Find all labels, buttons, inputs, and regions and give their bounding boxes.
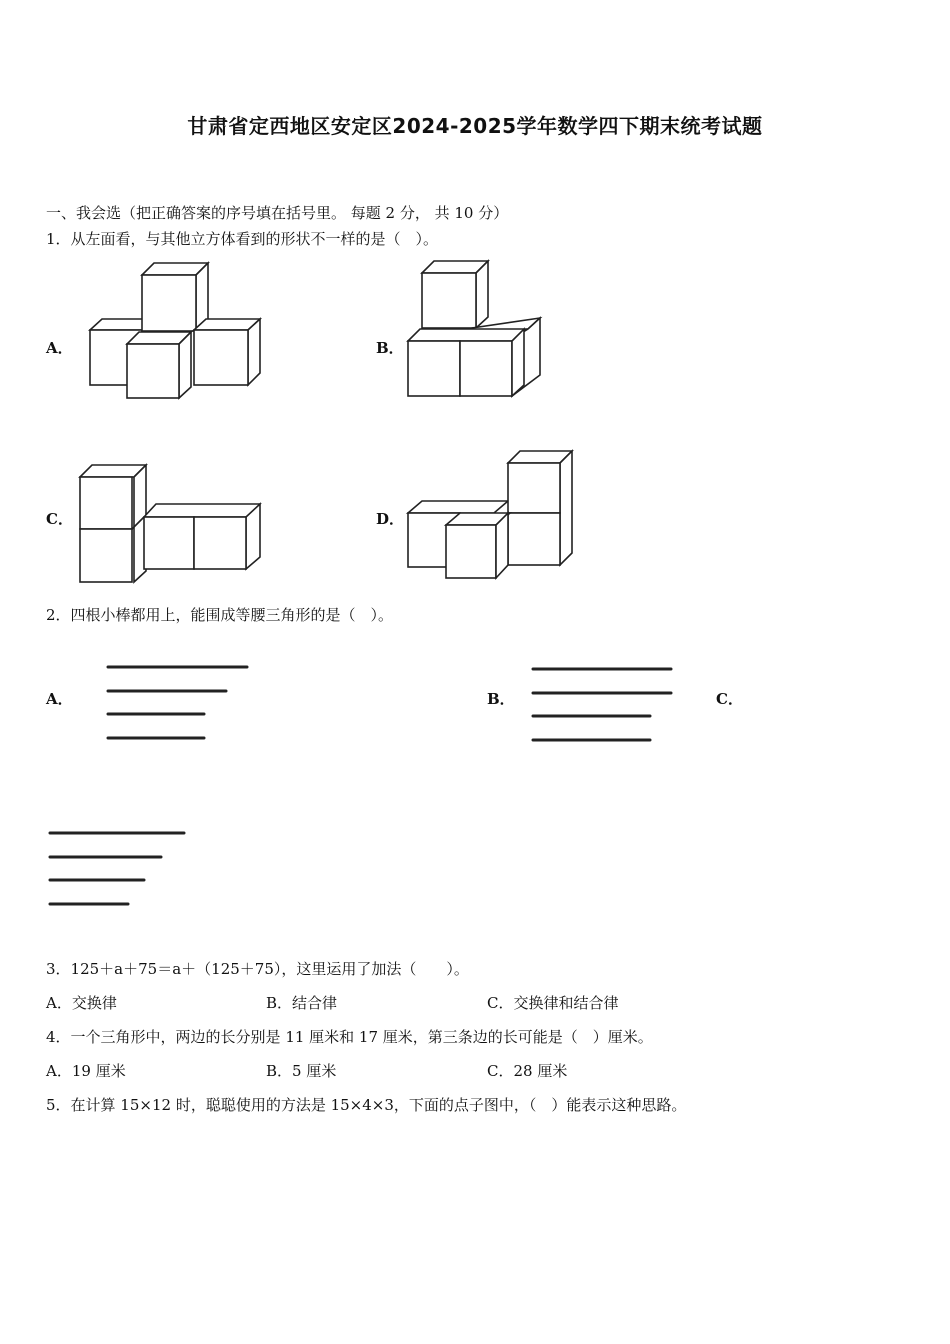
q1-option-b-figure bbox=[400, 255, 550, 405]
q1-option-d-label: D． bbox=[376, 510, 405, 528]
q1-option-b-label: B． bbox=[376, 339, 404, 357]
question-3-text: 3．125＋a＋75＝a＋（125＋75），这里运用了加法（ ）。 bbox=[46, 960, 469, 978]
q3-option-c: C．交换律和结合律 bbox=[487, 994, 619, 1012]
q1-option-c-figure bbox=[72, 457, 272, 587]
page-title: 甘肃省定西地区安定区2024-2025学年数学四下期末统考试题 bbox=[187, 114, 763, 138]
question-5-text: 5．在计算 15×12 时，聪聪使用的方法是 15×4×3，下面的点子图中，（ ）能表示这种思路。 bbox=[46, 1096, 687, 1114]
q2-option-c-sticks bbox=[42, 822, 202, 917]
q2-option-b-sticks bbox=[525, 657, 685, 752]
section-heading: 一、我会选（把正确答案的序号填在括号里。 每题 2 分， 共 10 分） bbox=[46, 204, 509, 222]
question-2-text: 2．四根小棒都用上，能围成等腰三角形的是（ ）。 bbox=[46, 606, 394, 624]
q4-option-c: C．28 厘米 bbox=[487, 1062, 568, 1080]
q1-option-a-figure bbox=[80, 255, 270, 405]
q2-option-a-sticks bbox=[100, 655, 260, 750]
q2-option-a-label: A． bbox=[46, 690, 73, 708]
q4-option-b: B．5 厘米 bbox=[266, 1062, 337, 1080]
question-1-text: 1．从左面看，与其他立方体看到的形状不一样的是（ ）。 bbox=[46, 230, 439, 248]
q2-option-c-label: C． bbox=[716, 690, 743, 708]
q1-option-c-label: C． bbox=[46, 510, 73, 528]
q3-option-b: B．结合律 bbox=[266, 994, 338, 1012]
question-4-text: 4．一个三角形中，两边的长分别是 11 厘米和 17 厘米，第三条边的长可能是（ ）厘米。 bbox=[46, 1028, 653, 1046]
q3-option-a: A．交换律 bbox=[46, 994, 117, 1012]
q4-option-a: A．19 厘米 bbox=[46, 1062, 126, 1080]
q1-option-a-label: A． bbox=[46, 339, 73, 357]
q2-option-b-label: B． bbox=[487, 690, 515, 708]
q1-option-d-figure bbox=[400, 443, 590, 588]
